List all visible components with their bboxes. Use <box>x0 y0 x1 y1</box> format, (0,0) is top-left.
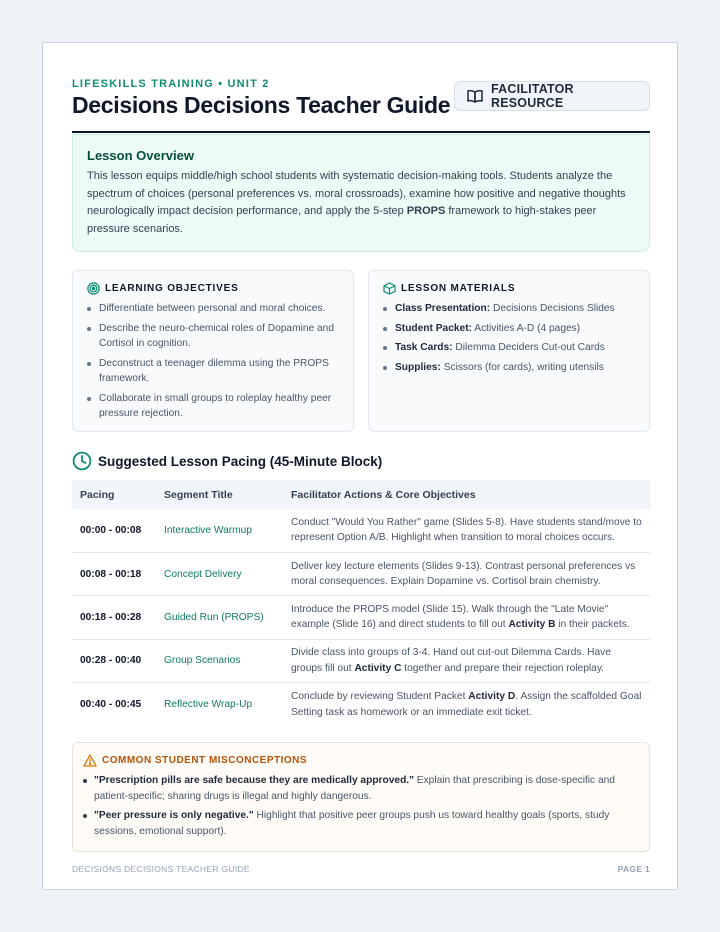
open-book-icon <box>467 89 483 103</box>
column-header: Pacing <box>72 480 156 509</box>
misconceptions-callout <box>72 742 650 852</box>
box-icon <box>383 282 396 295</box>
list-item <box>383 360 635 376</box>
list-item: Deconstruct a teenager dilemma using the PROPS framework. <box>87 356 339 387</box>
list-item <box>83 808 639 840</box>
overview-heading: Lesson Overview <box>87 148 194 163</box>
row-time: 00:00 - 00:08 <box>72 509 156 552</box>
materials-heading-text: LESSON MATERIALS <box>401 283 516 294</box>
row-segment: Guided Run (PROPS) <box>156 596 283 639</box>
action-text: in their packets. <box>555 619 630 631</box>
header <box>72 77 650 133</box>
table-row <box>72 596 650 639</box>
material-text: Dilemma Deciders Cut-out Cards <box>452 342 605 353</box>
action-text: Conclude by reviewing Student Packet <box>291 691 469 702</box>
row-action <box>283 596 650 639</box>
misconceptions-heading-text: COMMON STUDENT MISCONCEPTIONS <box>102 755 308 766</box>
list-item: Collaborate in small groups to roleplay healthy peer pressure rejection. <box>87 391 339 422</box>
pacing-heading-text: Suggested Lesson Pacing (45-Minute Block) <box>98 453 383 469</box>
lesson-overview <box>72 134 650 252</box>
unit-kicker: LIFESKILLS TRAINING • UNIT 2 <box>72 78 270 90</box>
row-time: 00:18 - 00:28 <box>72 596 156 639</box>
column-header: Facilitator Actions & Core Objectives <box>283 480 650 509</box>
pacing-heading <box>72 451 382 471</box>
objectives-heading-text: LEARNING OBJECTIVES <box>105 283 239 294</box>
material-text: Decisions Decisions Slides <box>490 303 615 314</box>
objectives-heading <box>87 282 339 295</box>
overview-props: PROPS <box>406 205 446 217</box>
clock-icon <box>72 451 92 471</box>
page-title: Decisions Decisions Teacher Guide <box>72 92 451 118</box>
list-item <box>383 340 635 356</box>
row-action <box>283 509 650 552</box>
row-segment: Concept Delivery <box>156 552 283 595</box>
action-text: together and prepare their rejection roleplay. <box>401 662 604 674</box>
row-time: 00:08 - 00:18 <box>72 552 156 595</box>
table-row <box>72 509 650 552</box>
row-action <box>283 552 650 595</box>
footer-title: DECISIONS DECISIONS TEACHER GUIDE <box>72 864 250 874</box>
misconceptions-list <box>83 773 639 840</box>
action-text: . Assign the scaffolded Goal Setting task as homework or an immediate exit ticket. <box>291 691 642 718</box>
table-row <box>72 639 650 682</box>
action-text: Introduce the PROPS model (Slide 15). Walk through the "Late Movie" example (Slide 16) and direct students to fill out <box>291 603 609 631</box>
table-row <box>72 552 650 595</box>
list-item <box>383 321 635 337</box>
lesson-materials-card <box>368 270 650 432</box>
pacing-table <box>72 480 650 726</box>
list-item <box>83 773 639 805</box>
overview-text <box>87 168 635 238</box>
activity-ref: Activity C <box>354 662 402 674</box>
activity-ref: Activity D <box>468 691 516 702</box>
list-item: Differentiate between personal and moral choices. <box>87 301 339 317</box>
action-text: Divide class into groups of 3-4. Hand out cut-out Dilemma Cards. Have groups fill out <box>291 647 611 674</box>
misconception-text: Highlight that positive peer groups push us toward healthy goals (sports, study sessions, emotional support). <box>94 810 610 837</box>
table-header-row <box>72 480 650 509</box>
material-label: Task Cards: <box>395 342 453 353</box>
row-time: 00:40 - 00:45 <box>80 699 142 710</box>
column-header: Segment Title <box>156 480 283 509</box>
target-icon <box>87 282 100 295</box>
row-segment: Interactive Warmup <box>156 509 283 552</box>
material-text: Activities A-D (4 pages) <box>472 322 581 334</box>
material-label: Supplies: <box>395 361 441 373</box>
table-row <box>72 683 650 726</box>
footer <box>72 864 650 874</box>
misconception-text: Explain that prescribing is dose-specific and patient-specific; sharing drugs is illegal and highly dangerous. <box>94 775 615 802</box>
materials-heading <box>383 282 635 295</box>
warning-icon <box>83 754 97 767</box>
list-item <box>383 301 635 317</box>
badge-label: FACILITATOR RESOURCE <box>491 82 574 110</box>
action-text: Deliver key lecture elements (Slides 9-13). Contrast personal preferences vs moral consequences. Explain Dopamine vs. Cortisol brain chemistry. <box>291 560 636 588</box>
material-label: Student Packet: <box>395 322 472 334</box>
misconceptions-heading <box>83 754 639 767</box>
page-number: PAGE 1 <box>617 864 650 874</box>
misconception-quote: "Peer pressure is only negative." <box>94 810 254 821</box>
list-item: Describe the neuro-chemical roles of Dopamine and Cortisol in cognition. <box>87 321 339 352</box>
misconception-quote: "Prescription pills are safe because they are medically approved." <box>94 775 414 786</box>
learning-objectives-card <box>72 270 354 432</box>
objectives-list <box>87 301 339 422</box>
row-time: 00:28 - 00:40 <box>72 639 156 682</box>
activity-ref: Activity B <box>508 619 556 631</box>
page <box>42 42 678 890</box>
materials-list <box>383 301 635 375</box>
overview-text-part: This lesson equips middle/high school students with systematic decision-making tools. Students analyze the spectrum of choices (personal preferences vs. moral crossroads), examine how positive and negative thoughts neurologically impact decision performance, and apply the 5-step <box>87 170 626 217</box>
row-segment: Reflective Wrap-Up <box>164 699 253 710</box>
overview-text-part: framework to high-stakes peer pressure scenarios. <box>87 205 597 235</box>
facilitator-badge <box>454 81 650 111</box>
row-action <box>283 683 650 726</box>
material-label: Class Presentation: <box>395 303 491 314</box>
row-segment: Group Scenarios <box>156 639 283 682</box>
row-action <box>283 639 650 682</box>
material-text: Scissors (for cards), writing utensils <box>440 361 604 373</box>
action-text: Conduct "Would You Rather" game (Slides 5-8). Have students stand/move to represent Option A/B. Highlight when transition to moral choices occurs. <box>291 516 642 544</box>
